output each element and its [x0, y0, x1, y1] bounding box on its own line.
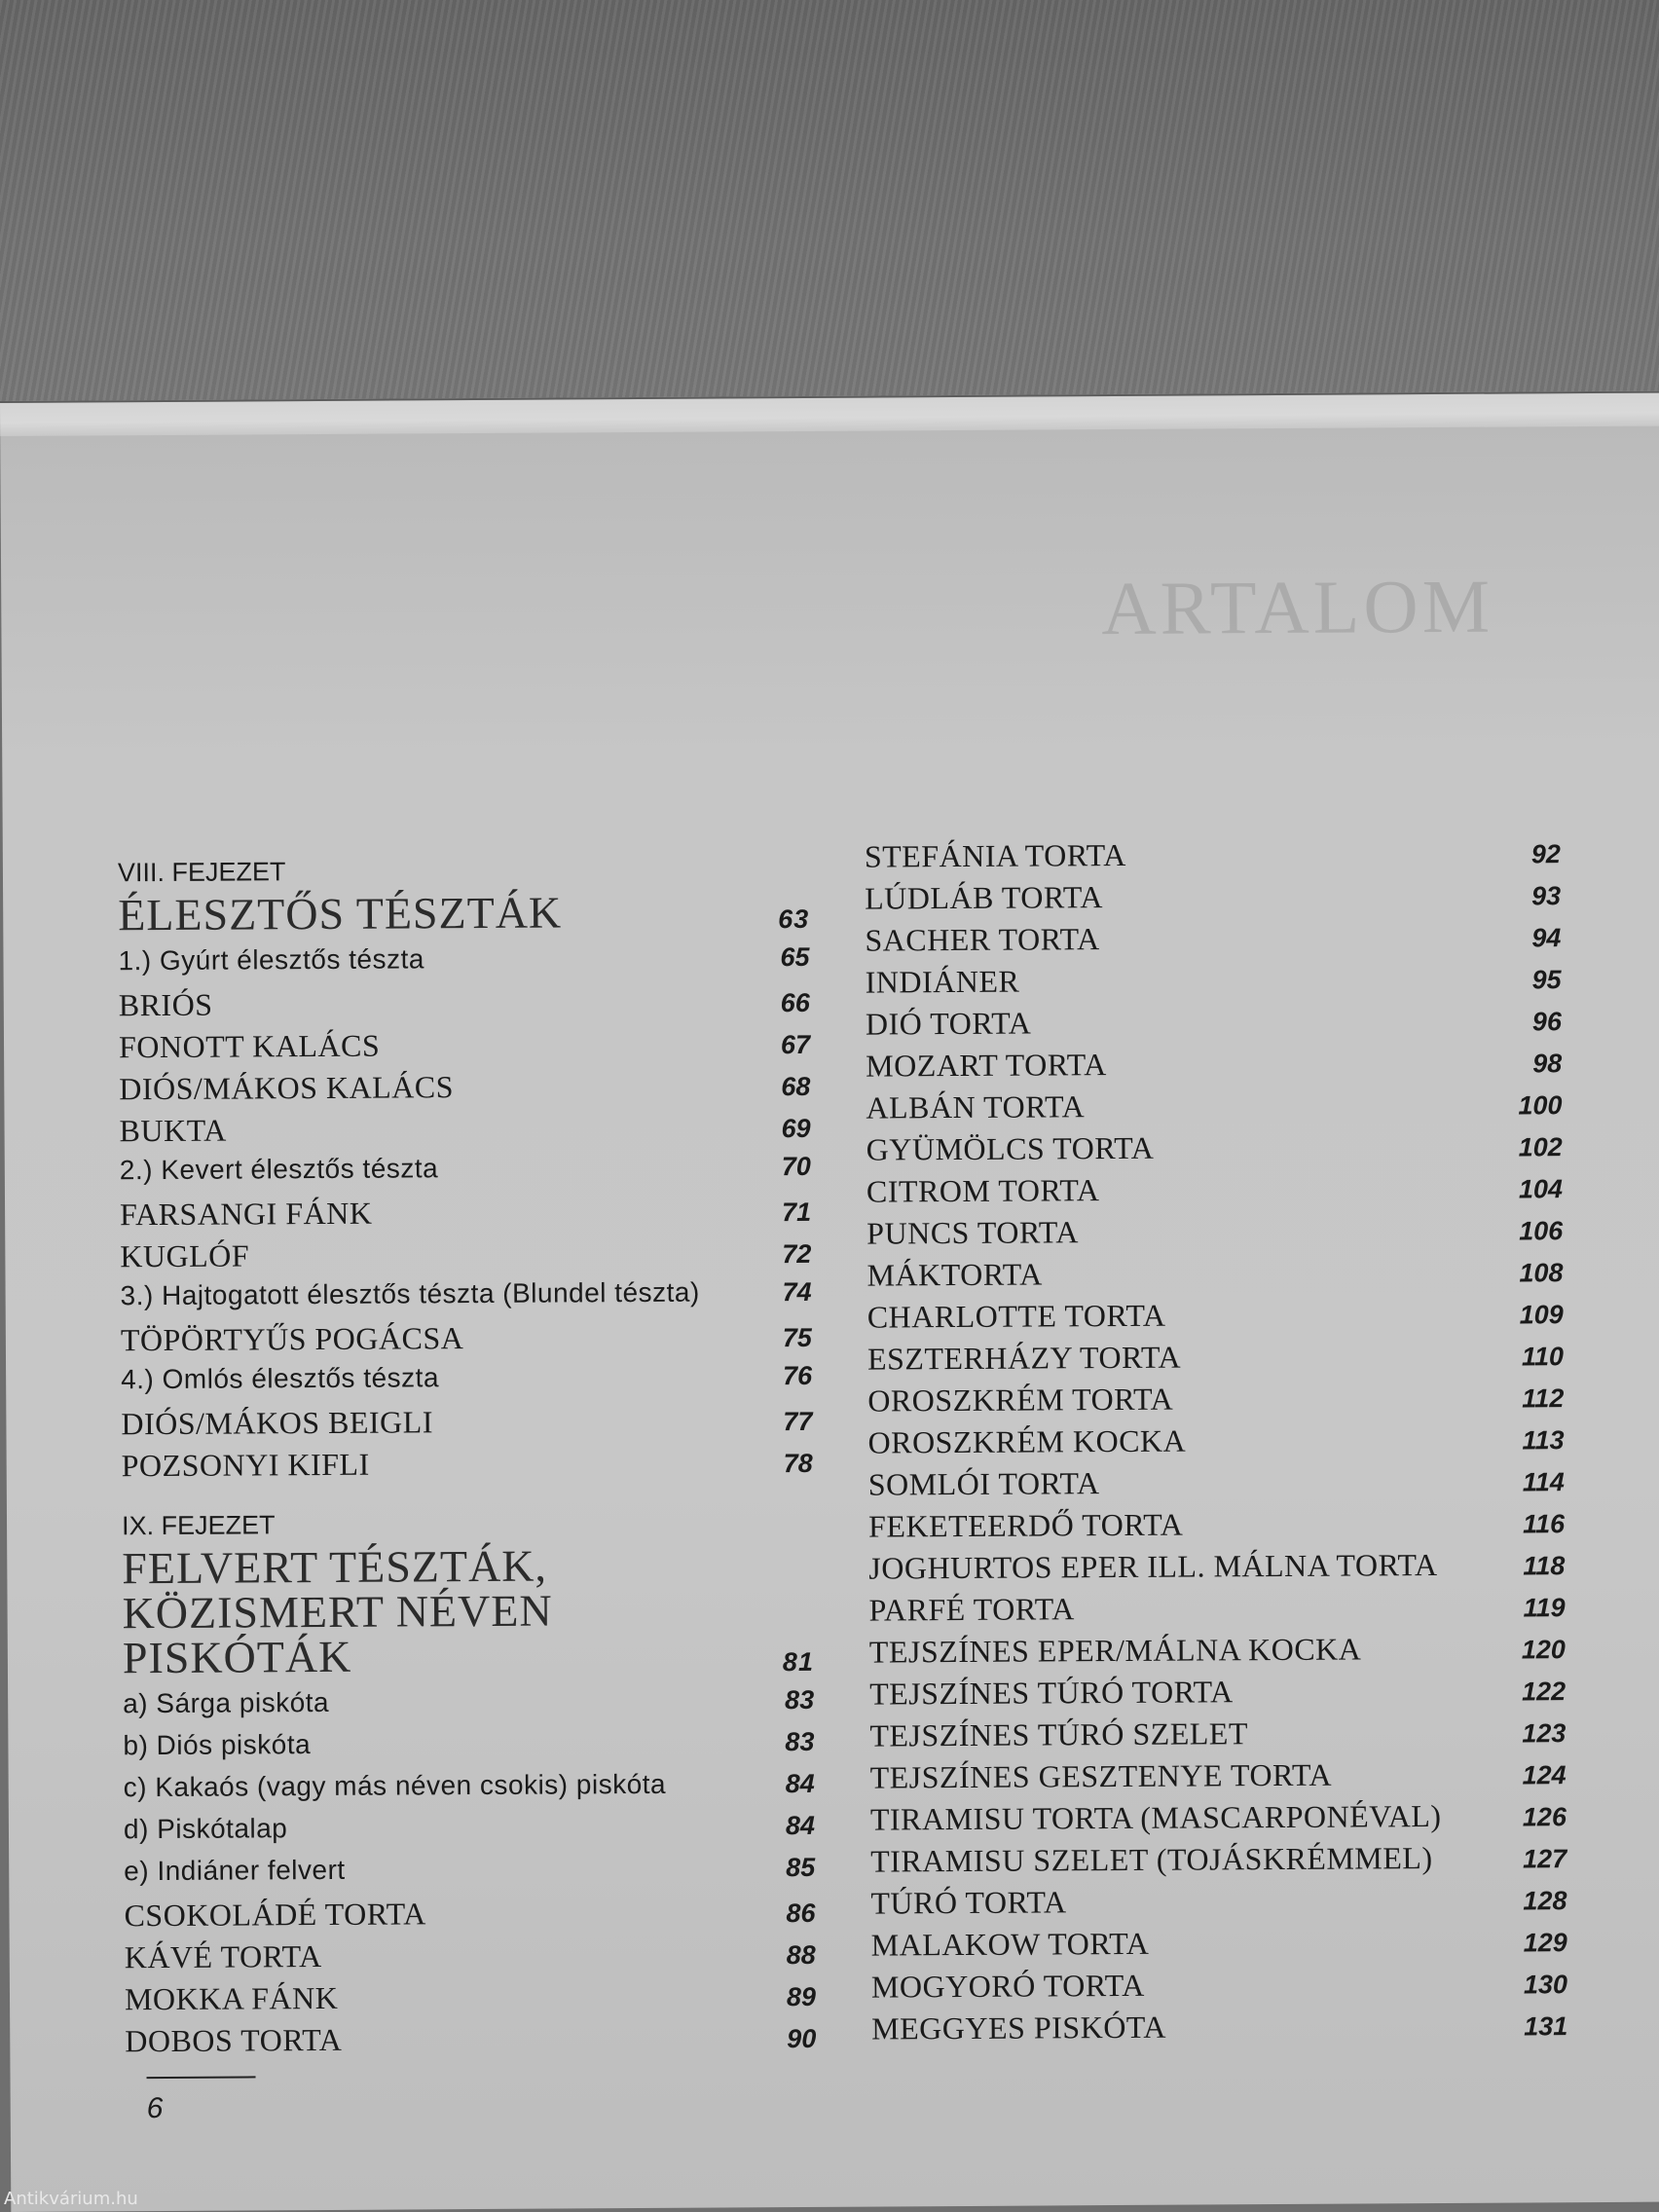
chapter-viii-label: VIII. FEJEZET: [117, 857, 286, 888]
toc-entry-title: TÚRÓ TORTA: [870, 1884, 1067, 1921]
toc-entry: [121, 1318, 812, 1364]
toc-entry-title: FEKETEERDŐ TORTA: [867, 1506, 1184, 1544]
toc-entry-page: 67: [780, 1029, 811, 1060]
toc-entry: [868, 1462, 1565, 1508]
toc-entry-page: 93: [1530, 881, 1562, 911]
toc-entry: [124, 1852, 815, 1898]
chapter-ix-title: [122, 1540, 815, 1683]
toc-entry: [869, 1672, 1566, 1717]
toc-entry-page: 74: [782, 1276, 812, 1308]
chapter-ix-label: IX. FEJEZET: [121, 1510, 276, 1541]
toc-entry-page: 131: [1524, 2011, 1568, 2042]
toc-entry: [124, 1810, 815, 1856]
toc-entry-title: MOZART TORTA: [866, 1047, 1107, 1084]
watermark: Antikvárium.hu: [4, 2189, 138, 2209]
toc-entry-title: DIÓS/MÁKOS BEIGLI: [121, 1404, 434, 1442]
toc-entry-page: 76: [782, 1360, 813, 1391]
toc-entry-page: 123: [1522, 1718, 1567, 1749]
toc-entry: [119, 1025, 810, 1071]
toc-entry-title: SACHER TORTA: [865, 921, 1100, 958]
toc-entry-title: TEJSZÍNES TÚRÓ SZELET: [869, 1715, 1249, 1753]
toc-entry: [120, 1235, 811, 1280]
toc-entry: [871, 1965, 1567, 2010]
toc-entry-title: POZSONYI KIFLI: [121, 1446, 370, 1484]
toc-entry-page: 66: [780, 987, 810, 1018]
toc-entry: [865, 876, 1561, 922]
toc-entry-title: INDIÁNER: [865, 963, 1020, 1000]
toc-entry: [866, 1044, 1562, 1089]
toc-entry-title: KÁVÉ TORTA: [124, 1938, 322, 1975]
toc-entry-page: 77: [783, 1406, 813, 1437]
toc-entry: [124, 1894, 815, 1939]
toc-right-column: [865, 834, 1568, 2052]
toc-entry-page: 108: [1519, 1258, 1564, 1288]
toc-entry-title: c) Kakaós (vagy más néven csokis) piskóta: [123, 1768, 667, 1803]
chapter-ix-entries: [123, 1684, 816, 2065]
toc-entry-title: TIRAMISU TORTA (MASCARPONÉVAL): [869, 1797, 1442, 1837]
page-number: 6: [146, 2092, 164, 2125]
toc-entry: [119, 1109, 810, 1155]
toc-entry: [867, 1420, 1564, 1466]
toc-entry: [120, 1193, 811, 1238]
chapter-ix-title-text: FELVERT TÉSZTÁK, KÖZISMERT NÉVEN PISKÓTÁK: [122, 1540, 553, 1683]
toc-entry: [868, 1504, 1565, 1550]
toc-entry: [121, 1402, 812, 1448]
toc-entry: [125, 2019, 816, 2065]
toc-entry: [868, 1546, 1565, 1592]
toc-entry: [121, 1276, 812, 1322]
toc-entry-title: DIÓ TORTA: [865, 1005, 1032, 1042]
toc-entry-page: 90: [787, 2023, 817, 2054]
toc-entry-page: 127: [1523, 1844, 1567, 1874]
toc-entry-page: 118: [1523, 1551, 1566, 1581]
toc-entry-title: 2.) Kevert élesztős tészta: [119, 1153, 439, 1186]
toc-entry: [866, 1002, 1562, 1048]
toc-entry-page: 70: [781, 1151, 811, 1182]
toc-entry-title: OROSZKRÉM TORTA: [867, 1381, 1174, 1419]
toc-entry-title: 3.) Hajtogatott élesztős tészta (Blundel tészta): [120, 1276, 700, 1311]
toc-entry: [866, 1169, 1563, 1215]
toc-entry: [869, 1630, 1566, 1676]
toc-entry-page: 88: [786, 1939, 816, 1971]
toc-entry-title: MOGYORÓ TORTA: [870, 1967, 1145, 2005]
toc-entry-title: BUKTA: [119, 1112, 227, 1149]
toc-entry: [870, 1797, 1567, 1843]
toc-entry-page: 86: [786, 1898, 816, 1929]
toc-entry-page: 92: [1530, 839, 1561, 869]
toc-entry-page: 83: [785, 1726, 815, 1757]
toc-entry: [123, 1726, 814, 1772]
toc-entry: [865, 918, 1561, 964]
toc-left-column: [118, 854, 817, 2065]
toc-entry-title: TIRAMISU SZELET (TOJÁSKRÉMMEL): [870, 1840, 1433, 1879]
toc-entry-page: 104: [1518, 1174, 1564, 1204]
toc-entry-page: 85: [786, 1852, 816, 1883]
toc-entry-page: 84: [785, 1768, 815, 1799]
toc-entry-page: 89: [786, 1981, 817, 2012]
toc-entry: [866, 1086, 1562, 1131]
toc-entry-page: 69: [781, 1113, 811, 1144]
toc-entry-title: MOKKA FÁNK: [124, 1979, 339, 2017]
toc-entry: [869, 1714, 1566, 1759]
toc-entry-page: 116: [1522, 1509, 1566, 1539]
chapter-ix-page: 81: [782, 1646, 815, 1677]
toc-entry-page: 129: [1523, 1928, 1567, 1958]
toc-entry-page: 110: [1521, 1342, 1565, 1372]
toc-entry-title: DOBOS TORTA: [125, 2021, 343, 2059]
toc-entry-title: CHARLOTTE TORTA: [866, 1297, 1166, 1335]
toc-entry-page: 68: [781, 1071, 811, 1102]
toc-entry-title: b) Diós piskóta: [123, 1729, 312, 1761]
toc-entry: [866, 1127, 1563, 1173]
toc-entry-title: MEGGYES PISKÓTA: [871, 2009, 1167, 2046]
toc-entry-title: TEJSZÍNES EPER/MÁLNA KOCKA: [868, 1631, 1362, 1670]
toc-entry-title: MALAKOW TORTA: [870, 1925, 1150, 1963]
toc-entry: [865, 834, 1561, 880]
toc-entry-page: 124: [1522, 1760, 1567, 1790]
toc-entry: [119, 1067, 810, 1113]
toc-entry: [867, 1379, 1564, 1424]
chapter-viii-page: 63: [778, 903, 810, 935]
toc-entry-title: BRIÓS: [118, 986, 213, 1023]
toc-entry-title: PARFÉ TORTA: [868, 1591, 1075, 1628]
toc-entry: [121, 1360, 812, 1406]
toc-entry-title: GYÜMÖLCS TORTA: [866, 1129, 1155, 1167]
toc-entry-page: 130: [1523, 1970, 1568, 2000]
right-column-entries: [865, 834, 1568, 2052]
toc-entry-title: ALBÁN TORTA: [866, 1088, 1086, 1125]
toc-entry-page: 75: [782, 1322, 812, 1353]
toc-entry: [123, 1684, 814, 1730]
toc-entry-page: 98: [1532, 1049, 1563, 1079]
toc-entry: [871, 1923, 1567, 1969]
toc-entry-page: 95: [1531, 965, 1562, 995]
toc-entry-title: ESZTERHÁZY TORTA: [866, 1339, 1182, 1377]
toc-entry-page: 72: [782, 1238, 812, 1270]
toc-entry-title: 1.) Gyúrt élesztős tészta: [118, 943, 424, 977]
toc-entry: [125, 1936, 816, 1981]
toc-entry-title: TEJSZÍNES TÚRÓ TORTA: [869, 1674, 1234, 1712]
toc-entry-page: 128: [1523, 1886, 1567, 1916]
toc-entry: [870, 1755, 1567, 1801]
toc-entry: [867, 1295, 1564, 1341]
toc-entry: [124, 1768, 815, 1814]
book-page: [0, 391, 1659, 2212]
toc-entry-page: 71: [781, 1197, 812, 1228]
toc-entry: [866, 1211, 1563, 1257]
toc-entry-title: 4.) Omlós élesztős tészta: [121, 1362, 440, 1395]
toc-entry: [871, 2007, 1567, 2052]
toc-entry-title: JOGHURTOS EPER ILL. MÁLNA TORTA: [868, 1547, 1438, 1586]
toc-entry-title: STEFÁNIA TORTA: [864, 836, 1126, 874]
toc-entry-page: 120: [1521, 1635, 1566, 1665]
table-surface-background: [0, 0, 1659, 409]
toc-entry: [870, 1881, 1567, 1927]
chapter-viii-title-text: ÉLESZTŐS TÉSZTÁK: [118, 887, 563, 940]
toc-entry-page: 126: [1522, 1802, 1567, 1832]
toc-entry-title: FARSANGI FÁNK: [119, 1195, 373, 1233]
toc-entry: [868, 1588, 1565, 1634]
chapter-viii-title: [118, 889, 809, 938]
toc-entry: [866, 1253, 1563, 1299]
toc-entry-title: SOMLÓI TORTA: [867, 1465, 1100, 1502]
toc-entry-page: 78: [783, 1448, 813, 1479]
toc-entry-page: 102: [1518, 1132, 1563, 1162]
toc-entry-title: TÖPÖRTYŰS POGÁCSA: [120, 1320, 464, 1358]
toc-entry: [119, 983, 810, 1029]
toc-entry-page: 96: [1531, 1007, 1563, 1037]
toc-entry: [870, 1839, 1567, 1885]
toc-entry-title: e) Indiáner felvert: [124, 1854, 346, 1887]
toc-entry-page: 83: [785, 1684, 815, 1715]
chapter-viii-entries: [118, 941, 812, 1490]
toc-entry-page: 94: [1531, 923, 1562, 953]
toc-entry-title: FONOTT KALÁCS: [118, 1027, 381, 1065]
toc-entry-page: 100: [1518, 1090, 1563, 1121]
toc-entry-page: 122: [1521, 1677, 1567, 1707]
toc-entry-title: LÚDLÁB TORTA: [865, 879, 1104, 916]
toc-entry-title: MÁKTORTA: [866, 1256, 1043, 1293]
toc-entry-page: 119: [1523, 1593, 1566, 1623]
toc-entry-page: 84: [785, 1810, 816, 1841]
toc-entry-title: d) Piskótalap: [123, 1813, 288, 1845]
toc-entry-page: 109: [1519, 1300, 1564, 1330]
toc-entry-page: 112: [1522, 1383, 1565, 1414]
toc-entry: [122, 1444, 813, 1490]
toc-entry-page: 106: [1519, 1216, 1564, 1246]
footer-rule: [147, 2076, 256, 2079]
toc-entry: [120, 1151, 811, 1197]
toc-entry: [125, 1977, 816, 2023]
toc-entry-title: CSOKOLÁDÉ TORTA: [124, 1896, 426, 1934]
toc-entry: [118, 941, 809, 987]
toc-entry-title: TEJSZÍNES GESZTENYE TORTA: [869, 1756, 1333, 1795]
show-through-heading: ARTALOM: [1101, 563, 1494, 651]
toc-entry-page: 65: [780, 941, 810, 973]
toc-entry-title: a) Sárga piskóta: [123, 1686, 330, 1719]
toc-entry-page: 114: [1522, 1467, 1565, 1497]
toc-entry-title: DIÓS/MÁKOS KALÁCS: [119, 1069, 455, 1107]
toc-entry-title: CITROM TORTA: [866, 1172, 1100, 1209]
toc-entry: [866, 960, 1562, 1006]
toc-entry: [867, 1337, 1564, 1382]
toc-entry-title: OROSZKRÉM KOCKA: [867, 1422, 1187, 1460]
toc-entry-page: 113: [1522, 1425, 1565, 1456]
toc-entry-title: KUGLÓF: [120, 1237, 250, 1274]
toc-entry-title: PUNCS TORTA: [866, 1214, 1080, 1251]
